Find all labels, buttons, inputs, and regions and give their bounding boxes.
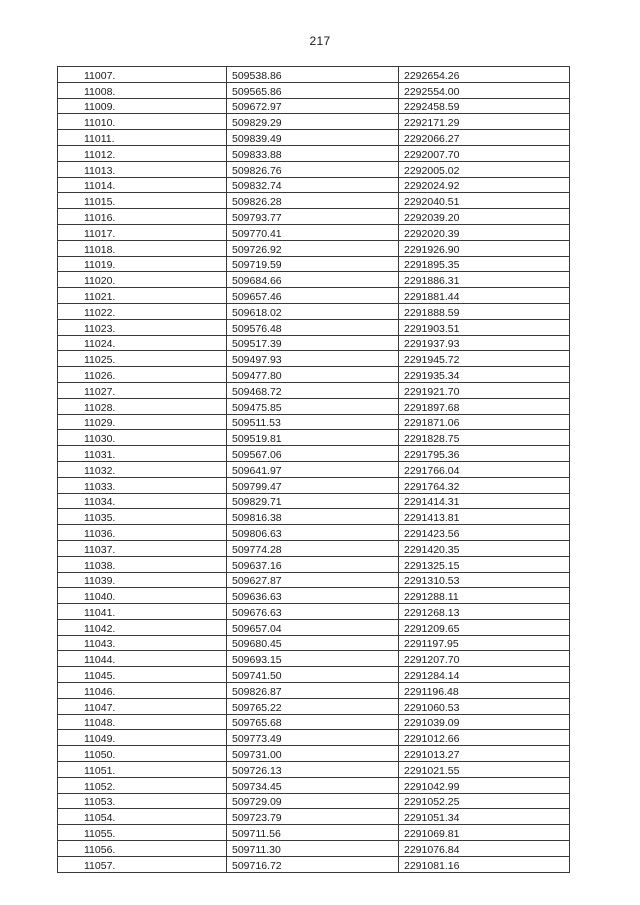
x-coordinate-cell: 509657.04 — [227, 619, 399, 635]
point-number-cell: 11027. — [58, 382, 227, 398]
x-coordinate-cell: 509565.86 — [227, 82, 399, 98]
x-coordinate-cell: 509519.81 — [227, 430, 399, 446]
y-coordinate-cell: 2291051.34 — [399, 809, 570, 825]
table-row — [58, 556, 570, 572]
y-coordinate-cell: 2291423.56 — [399, 525, 570, 541]
x-coordinate-cell: 509765.68 — [227, 714, 399, 730]
table-row — [58, 209, 570, 225]
y-coordinate-cell: 2291076.84 — [399, 841, 570, 857]
y-coordinate-cell: 2292654.26 — [399, 67, 570, 83]
table-row — [58, 777, 570, 793]
point-number-cell: 11008. — [58, 82, 227, 98]
x-coordinate-cell: 509832.74 — [227, 177, 399, 193]
point-number-cell: 11031. — [58, 446, 227, 462]
table-row — [58, 382, 570, 398]
y-coordinate-cell: 2291197.95 — [399, 635, 570, 651]
x-coordinate-cell: 509684.66 — [227, 272, 399, 288]
point-number-cell: 11038. — [58, 556, 227, 572]
point-number-cell: 11016. — [58, 209, 227, 225]
y-coordinate-cell: 2291935.34 — [399, 367, 570, 383]
table-row — [58, 430, 570, 446]
point-number-cell: 11055. — [58, 825, 227, 841]
point-number-cell: 11013. — [58, 161, 227, 177]
table-row — [58, 461, 570, 477]
x-coordinate-cell: 509734.45 — [227, 777, 399, 793]
x-coordinate-cell: 509829.29 — [227, 114, 399, 130]
x-coordinate-cell: 509475.85 — [227, 398, 399, 414]
table-row — [58, 67, 570, 83]
x-coordinate-cell: 509641.97 — [227, 461, 399, 477]
y-coordinate-cell: 2292024.92 — [399, 177, 570, 193]
y-coordinate-cell: 2291871.06 — [399, 414, 570, 430]
point-number-cell: 11057. — [58, 856, 227, 872]
y-coordinate-cell: 2291886.31 — [399, 272, 570, 288]
point-number-cell: 11011. — [58, 130, 227, 146]
point-number-cell: 11012. — [58, 145, 227, 161]
table-row — [58, 303, 570, 319]
y-coordinate-cell: 2291069.81 — [399, 825, 570, 841]
y-coordinate-cell: 2291766.04 — [399, 461, 570, 477]
table-row — [58, 288, 570, 304]
x-coordinate-cell: 509799.47 — [227, 477, 399, 493]
y-coordinate-cell: 2291413.81 — [399, 509, 570, 525]
x-coordinate-cell: 509716.72 — [227, 856, 399, 872]
point-number-cell: 11032. — [58, 461, 227, 477]
point-number-cell: 11026. — [58, 367, 227, 383]
table-row — [58, 604, 570, 620]
point-number-cell: 11014. — [58, 177, 227, 193]
point-number-cell: 11017. — [58, 224, 227, 240]
x-coordinate-cell: 509627.87 — [227, 572, 399, 588]
x-coordinate-cell: 509567.06 — [227, 446, 399, 462]
y-coordinate-cell: 2291284.14 — [399, 667, 570, 683]
y-coordinate-cell: 2292005.02 — [399, 161, 570, 177]
x-coordinate-cell: 509576.48 — [227, 319, 399, 335]
table-row — [58, 762, 570, 778]
x-coordinate-cell: 509829.71 — [227, 493, 399, 509]
point-number-cell: 11018. — [58, 240, 227, 256]
x-coordinate-cell: 509468.72 — [227, 382, 399, 398]
x-coordinate-cell: 509729.09 — [227, 793, 399, 809]
y-coordinate-cell: 2292040.51 — [399, 193, 570, 209]
table-row — [58, 667, 570, 683]
page-number: 217 — [309, 34, 331, 48]
point-number-cell: 11052. — [58, 777, 227, 793]
x-coordinate-cell: 509833.88 — [227, 145, 399, 161]
x-coordinate-cell: 509636.63 — [227, 588, 399, 604]
x-coordinate-cell: 509719.59 — [227, 256, 399, 272]
point-number-cell: 11019. — [58, 256, 227, 272]
y-coordinate-cell: 2291420.35 — [399, 540, 570, 556]
x-coordinate-cell: 509497.93 — [227, 351, 399, 367]
x-coordinate-cell: 509770.41 — [227, 224, 399, 240]
x-coordinate-cell: 509711.56 — [227, 825, 399, 841]
point-number-cell: 11041. — [58, 604, 227, 620]
table-row — [58, 841, 570, 857]
table-row — [58, 588, 570, 604]
table-row — [58, 730, 570, 746]
x-coordinate-cell: 509511.53 — [227, 414, 399, 430]
table-row — [58, 714, 570, 730]
x-coordinate-cell: 509680.45 — [227, 635, 399, 651]
point-number-cell: 11007. — [58, 67, 227, 83]
y-coordinate-cell: 2291888.59 — [399, 303, 570, 319]
point-number-cell: 11039. — [58, 572, 227, 588]
x-coordinate-cell: 509816.38 — [227, 509, 399, 525]
table-row — [58, 398, 570, 414]
x-coordinate-cell: 509711.30 — [227, 841, 399, 857]
y-coordinate-cell: 2291207.70 — [399, 651, 570, 667]
table-row — [58, 145, 570, 161]
y-coordinate-cell: 2291081.16 — [399, 856, 570, 872]
x-coordinate-cell: 509793.77 — [227, 209, 399, 225]
y-coordinate-cell: 2291288.11 — [399, 588, 570, 604]
y-coordinate-cell: 2291325.15 — [399, 556, 570, 572]
table-row — [58, 825, 570, 841]
x-coordinate-cell: 509826.76 — [227, 161, 399, 177]
table-row — [58, 335, 570, 351]
x-coordinate-cell: 509538.86 — [227, 67, 399, 83]
y-coordinate-cell: 2291021.55 — [399, 762, 570, 778]
y-coordinate-cell: 2292458.59 — [399, 98, 570, 114]
table-row — [58, 635, 570, 651]
point-number-cell: 11029. — [58, 414, 227, 430]
table-row — [58, 651, 570, 667]
point-number-cell: 11009. — [58, 98, 227, 114]
table-row — [58, 446, 570, 462]
point-number-cell: 11035. — [58, 509, 227, 525]
y-coordinate-cell: 2291042.99 — [399, 777, 570, 793]
x-coordinate-cell: 509741.50 — [227, 667, 399, 683]
y-coordinate-cell: 2291310.53 — [399, 572, 570, 588]
x-coordinate-cell: 509726.13 — [227, 762, 399, 778]
y-coordinate-cell: 2292554.00 — [399, 82, 570, 98]
table-row — [58, 856, 570, 872]
point-number-cell: 11020. — [58, 272, 227, 288]
y-coordinate-cell: 2292066.27 — [399, 130, 570, 146]
table-row — [58, 319, 570, 335]
point-number-cell: 11054. — [58, 809, 227, 825]
table-row — [58, 683, 570, 699]
y-coordinate-cell: 2291039.09 — [399, 714, 570, 730]
y-coordinate-cell: 2291897.68 — [399, 398, 570, 414]
point-number-cell: 11010. — [58, 114, 227, 130]
point-number-cell: 11015. — [58, 193, 227, 209]
table-row — [58, 414, 570, 430]
y-coordinate-cell: 2291764.32 — [399, 477, 570, 493]
y-coordinate-cell: 2291013.27 — [399, 746, 570, 762]
y-coordinate-cell: 2291945.72 — [399, 351, 570, 367]
point-number-cell: 11044. — [58, 651, 227, 667]
table-row — [58, 161, 570, 177]
x-coordinate-cell: 509826.28 — [227, 193, 399, 209]
point-number-cell: 11022. — [58, 303, 227, 319]
table-row — [58, 82, 570, 98]
table-row — [58, 540, 570, 556]
x-coordinate-cell: 509723.79 — [227, 809, 399, 825]
point-number-cell: 11056. — [58, 841, 227, 857]
table-row — [58, 619, 570, 635]
point-number-cell: 11028. — [58, 398, 227, 414]
table-row — [58, 367, 570, 383]
x-coordinate-cell: 509726.92 — [227, 240, 399, 256]
y-coordinate-cell: 2292020.39 — [399, 224, 570, 240]
y-coordinate-cell: 2291903.51 — [399, 319, 570, 335]
y-coordinate-cell: 2292039.20 — [399, 209, 570, 225]
table-row — [58, 746, 570, 762]
y-coordinate-cell: 2291881.44 — [399, 288, 570, 304]
y-coordinate-cell: 2291937.93 — [399, 335, 570, 351]
table-row — [58, 698, 570, 714]
table-row — [58, 114, 570, 130]
point-number-cell: 11047. — [58, 698, 227, 714]
point-number-cell: 11043. — [58, 635, 227, 651]
y-coordinate-cell: 2291052.25 — [399, 793, 570, 809]
x-coordinate-cell: 509774.28 — [227, 540, 399, 556]
point-number-cell: 11030. — [58, 430, 227, 446]
point-number-cell: 11051. — [58, 762, 227, 778]
y-coordinate-cell: 2291895.35 — [399, 256, 570, 272]
x-coordinate-cell: 509826.87 — [227, 683, 399, 699]
y-coordinate-cell: 2291012.66 — [399, 730, 570, 746]
point-number-cell: 11046. — [58, 683, 227, 699]
x-coordinate-cell: 509657.46 — [227, 288, 399, 304]
point-number-cell: 11034. — [58, 493, 227, 509]
x-coordinate-cell: 509618.02 — [227, 303, 399, 319]
x-coordinate-cell: 509477.80 — [227, 367, 399, 383]
x-coordinate-cell: 509693.15 — [227, 651, 399, 667]
x-coordinate-cell: 509517.39 — [227, 335, 399, 351]
point-number-cell: 11049. — [58, 730, 227, 746]
point-number-cell: 11037. — [58, 540, 227, 556]
x-coordinate-cell: 509672.97 — [227, 98, 399, 114]
y-coordinate-cell: 2291060.53 — [399, 698, 570, 714]
table-row — [58, 240, 570, 256]
table-row — [58, 525, 570, 541]
table-row — [58, 224, 570, 240]
x-coordinate-cell: 509637.16 — [227, 556, 399, 572]
table-row — [58, 809, 570, 825]
table-row — [58, 130, 570, 146]
point-number-cell: 11050. — [58, 746, 227, 762]
point-number-cell: 11024. — [58, 335, 227, 351]
table-row — [58, 793, 570, 809]
table-row — [58, 509, 570, 525]
point-number-cell: 11045. — [58, 667, 227, 683]
x-coordinate-cell: 509731.00 — [227, 746, 399, 762]
point-number-cell: 11042. — [58, 619, 227, 635]
y-coordinate-cell: 2292007.70 — [399, 145, 570, 161]
point-number-cell: 11036. — [58, 525, 227, 541]
point-number-cell: 11040. — [58, 588, 227, 604]
table-row — [58, 493, 570, 509]
y-coordinate-cell: 2291268.13 — [399, 604, 570, 620]
x-coordinate-cell: 509765.22 — [227, 698, 399, 714]
x-coordinate-cell: 509773.49 — [227, 730, 399, 746]
coordinates-table — [57, 66, 570, 873]
y-coordinate-cell: 2291795.36 — [399, 446, 570, 462]
table-row — [58, 98, 570, 114]
table-row — [58, 477, 570, 493]
coordinates-table-body — [58, 67, 570, 873]
point-number-cell: 11033. — [58, 477, 227, 493]
y-coordinate-cell: 2291196.48 — [399, 683, 570, 699]
y-coordinate-cell: 2291828.75 — [399, 430, 570, 446]
table-row — [58, 272, 570, 288]
point-number-cell: 11021. — [58, 288, 227, 304]
table-row — [58, 256, 570, 272]
x-coordinate-cell: 509676.63 — [227, 604, 399, 620]
point-number-cell: 11048. — [58, 714, 227, 730]
y-coordinate-cell: 2292171.29 — [399, 114, 570, 130]
x-coordinate-cell: 509839.49 — [227, 130, 399, 146]
y-coordinate-cell: 2291414.31 — [399, 493, 570, 509]
y-coordinate-cell: 2291209.65 — [399, 619, 570, 635]
point-number-cell: 11053. — [58, 793, 227, 809]
table-row — [58, 193, 570, 209]
point-number-cell: 11023. — [58, 319, 227, 335]
y-coordinate-cell: 2291921.70 — [399, 382, 570, 398]
table-row — [58, 351, 570, 367]
table-row — [58, 177, 570, 193]
table-row — [58, 572, 570, 588]
point-number-cell: 11025. — [58, 351, 227, 367]
x-coordinate-cell: 509806.63 — [227, 525, 399, 541]
y-coordinate-cell: 2291926.90 — [399, 240, 570, 256]
